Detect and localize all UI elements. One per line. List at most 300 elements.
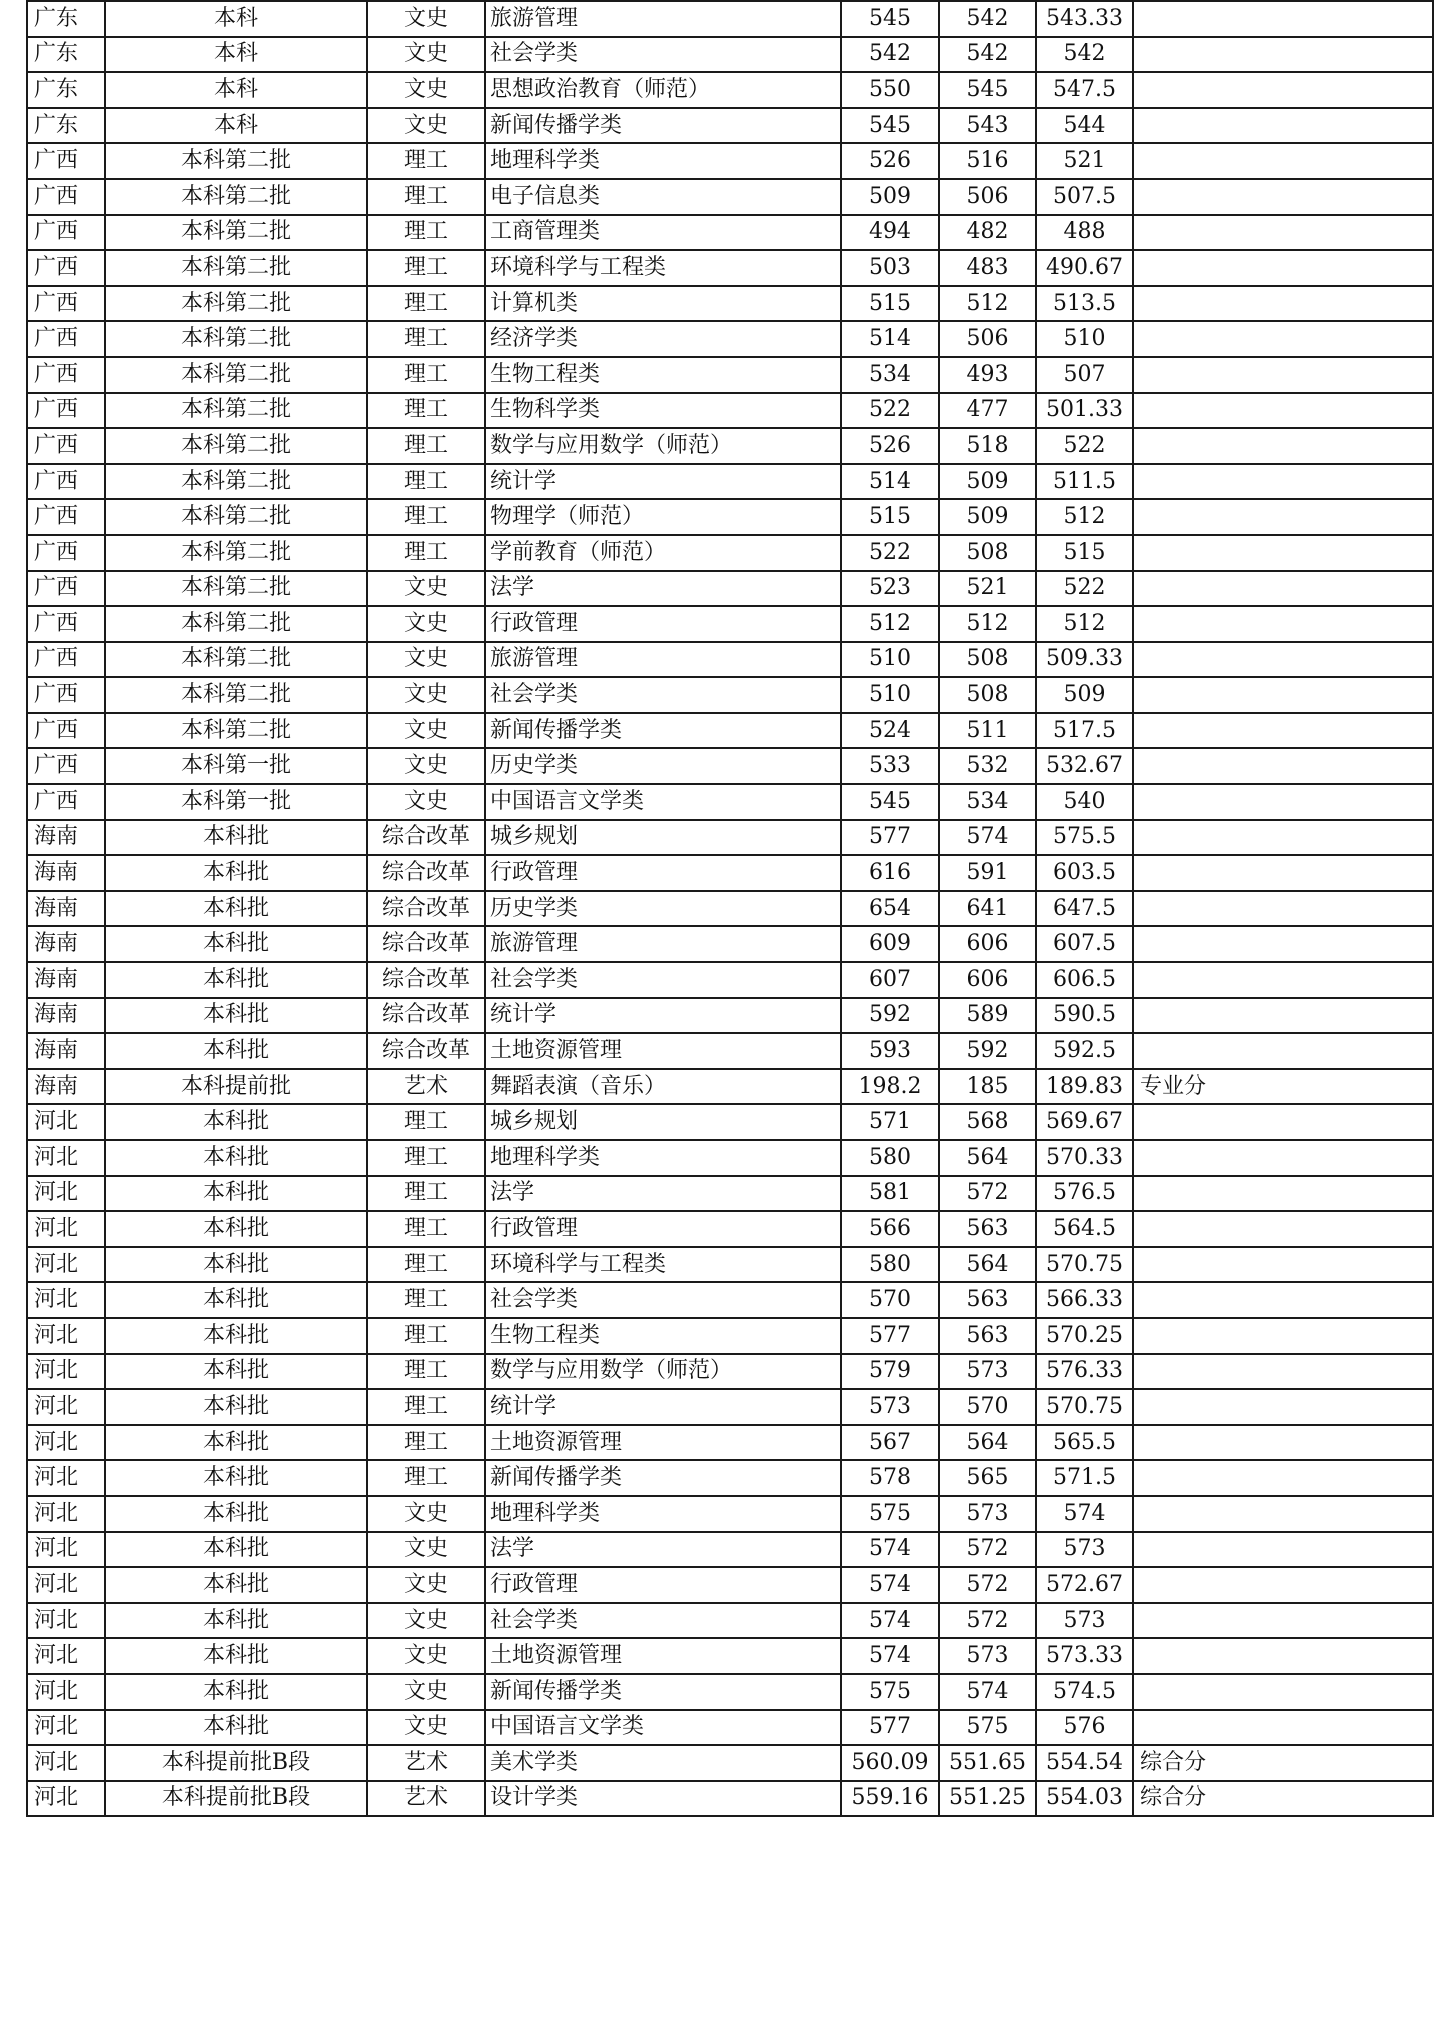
major-cell: 中国语言文学类 [485,1710,841,1746]
max-score-cell: 510 [841,642,939,678]
note-cell [1133,642,1433,678]
major-cell: 行政管理 [485,855,841,891]
batch-cell: 本科批 [105,926,367,962]
avg-score-cell: 522 [1036,571,1133,607]
note-cell [1133,1176,1433,1212]
note-cell [1133,357,1433,393]
batch-cell: 本科 [105,108,367,144]
category-cell: 文史 [367,1710,485,1746]
batch-cell: 本科批 [105,1710,367,1746]
min-score-cell: 575 [939,1710,1036,1746]
batch-cell: 本科第二批 [105,606,367,642]
max-score-cell: 514 [841,464,939,500]
max-score-cell: 573 [841,1389,939,1425]
batch-cell: 本科批 [105,962,367,998]
note-cell [1133,1318,1433,1354]
batch-cell: 本科 [105,72,367,108]
avg-score-cell: 542 [1036,37,1133,73]
avg-score-cell: 512 [1036,499,1133,535]
batch-cell: 本科批 [105,1211,367,1247]
min-score-cell: 516 [939,143,1036,179]
batch-cell: 本科第二批 [105,464,367,500]
table-row [27,1425,1433,1461]
batch-cell: 本科第二批 [105,143,367,179]
min-score-cell: 641 [939,891,1036,927]
avg-score-cell: 543.33 [1036,1,1133,37]
major-cell: 行政管理 [485,606,841,642]
min-score-cell: 573 [939,1354,1036,1390]
province-cell: 河北 [27,1176,105,1212]
category-cell: 理工 [367,1140,485,1176]
table-row [27,464,1433,500]
max-score-cell: 566 [841,1211,939,1247]
category-cell: 综合改革 [367,998,485,1034]
max-score-cell: 575 [841,1674,939,1710]
batch-cell: 本科批 [105,1318,367,1354]
category-cell: 理工 [367,1282,485,1318]
major-cell: 计算机类 [485,286,841,322]
table-row [27,642,1433,678]
category-cell: 综合改革 [367,926,485,962]
note-cell [1133,1247,1433,1283]
category-cell: 理工 [367,357,485,393]
major-cell: 土地资源管理 [485,1638,841,1674]
min-score-cell: 551.25 [939,1781,1036,1817]
min-score-cell: 568 [939,1104,1036,1140]
min-score-cell: 534 [939,784,1036,820]
note-cell [1133,1104,1433,1140]
min-score-cell: 493 [939,357,1036,393]
min-score-cell: 551.65 [939,1745,1036,1781]
major-cell: 环境科学与工程类 [485,1247,841,1283]
note-cell [1133,428,1433,464]
batch-cell: 本科第二批 [105,215,367,251]
avg-score-cell: 573 [1036,1603,1133,1639]
note-cell [1133,962,1433,998]
batch-cell: 本科批 [105,1176,367,1212]
avg-score-cell: 509.33 [1036,642,1133,678]
province-cell: 河北 [27,1140,105,1176]
table-row [27,1211,1433,1247]
major-cell: 城乡规划 [485,820,841,856]
note-cell [1133,571,1433,607]
batch-cell: 本科批 [105,820,367,856]
province-cell: 广西 [27,748,105,784]
major-cell: 统计学 [485,464,841,500]
avg-score-cell: 647.5 [1036,891,1133,927]
note-cell [1133,1460,1433,1496]
province-cell: 广东 [27,37,105,73]
category-cell: 理工 [367,1318,485,1354]
major-cell: 思想政治教育（师范） [485,72,841,108]
min-score-cell: 506 [939,179,1036,215]
batch-cell: 本科第二批 [105,499,367,535]
table-row [27,1,1433,37]
note-cell [1133,1425,1433,1461]
note-cell [1133,1033,1433,1069]
max-score-cell: 545 [841,1,939,37]
table-row [27,820,1433,856]
batch-cell: 本科批 [105,855,367,891]
batch-cell: 本科批 [105,1389,367,1425]
table-row [27,677,1433,713]
avg-score-cell: 501.33 [1036,393,1133,429]
max-score-cell: 550 [841,72,939,108]
note-cell [1133,926,1433,962]
note-cell [1133,1710,1433,1746]
note-cell [1133,1,1433,37]
major-cell: 社会学类 [485,37,841,73]
province-cell: 广东 [27,72,105,108]
note-cell [1133,784,1433,820]
note-cell [1133,286,1433,322]
batch-cell: 本科批 [105,1033,367,1069]
table-row [27,1781,1433,1817]
table-row [27,250,1433,286]
province-cell: 河北 [27,1781,105,1817]
major-cell: 旅游管理 [485,926,841,962]
min-score-cell: 572 [939,1567,1036,1603]
province-cell: 海南 [27,998,105,1034]
province-cell: 河北 [27,1638,105,1674]
admission-scores-table [26,0,1434,1817]
province-cell: 广西 [27,713,105,749]
province-cell: 河北 [27,1104,105,1140]
batch-cell: 本科第二批 [105,642,367,678]
province-cell: 广西 [27,571,105,607]
min-score-cell: 532 [939,748,1036,784]
batch-cell: 本科批 [105,1496,367,1532]
min-score-cell: 482 [939,215,1036,251]
avg-score-cell: 566.33 [1036,1282,1133,1318]
province-cell: 广东 [27,108,105,144]
table-row [27,1176,1433,1212]
min-score-cell: 570 [939,1389,1036,1425]
max-score-cell: 198.2 [841,1069,939,1105]
max-score-cell: 515 [841,286,939,322]
max-score-cell: 577 [841,820,939,856]
min-score-cell: 506 [939,321,1036,357]
table-row [27,1140,1433,1176]
note-cell [1133,1282,1433,1318]
max-score-cell: 510 [841,677,939,713]
max-score-cell: 581 [841,1176,939,1212]
note-cell [1133,1496,1433,1532]
note-cell [1133,1567,1433,1603]
max-score-cell: 524 [841,713,939,749]
min-score-cell: 591 [939,855,1036,891]
avg-score-cell: 573.33 [1036,1638,1133,1674]
max-score-cell: 526 [841,428,939,464]
table-row [27,1033,1433,1069]
province-cell: 河北 [27,1710,105,1746]
batch-cell: 本科提前批B段 [105,1781,367,1817]
category-cell: 文史 [367,1567,485,1603]
note-cell [1133,998,1433,1034]
max-score-cell: 616 [841,855,939,891]
batch-cell: 本科批 [105,1354,367,1390]
avg-score-cell: 573 [1036,1532,1133,1568]
major-cell: 旅游管理 [485,1,841,37]
category-cell: 理工 [367,499,485,535]
province-cell: 河北 [27,1389,105,1425]
province-cell: 河北 [27,1567,105,1603]
table-body [27,1,1433,1816]
major-cell: 物理学（师范） [485,499,841,535]
avg-score-cell: 490.67 [1036,250,1133,286]
avg-score-cell: 512 [1036,606,1133,642]
avg-score-cell: 554.03 [1036,1781,1133,1817]
table-row [27,1069,1433,1105]
avg-score-cell: 576.33 [1036,1354,1133,1390]
note-cell [1133,464,1433,500]
avg-score-cell: 517.5 [1036,713,1133,749]
table-row [27,891,1433,927]
major-cell: 社会学类 [485,962,841,998]
province-cell: 广西 [27,606,105,642]
category-cell: 理工 [367,1104,485,1140]
category-cell: 文史 [367,748,485,784]
table-row [27,357,1433,393]
min-score-cell: 565 [939,1460,1036,1496]
batch-cell: 本科第二批 [105,713,367,749]
major-cell: 新闻传播学类 [485,1674,841,1710]
major-cell: 数学与应用数学（师范） [485,1354,841,1390]
major-cell: 法学 [485,571,841,607]
max-score-cell: 567 [841,1425,939,1461]
province-cell: 广西 [27,357,105,393]
province-cell: 河北 [27,1603,105,1639]
province-cell: 河北 [27,1532,105,1568]
major-cell: 电子信息类 [485,179,841,215]
province-cell: 广西 [27,143,105,179]
avg-score-cell: 606.5 [1036,962,1133,998]
min-score-cell: 572 [939,1603,1036,1639]
min-score-cell: 542 [939,37,1036,73]
avg-score-cell: 592.5 [1036,1033,1133,1069]
category-cell: 文史 [367,1638,485,1674]
table-row [27,499,1433,535]
province-cell: 广西 [27,428,105,464]
province-cell: 广东 [27,1,105,37]
batch-cell: 本科提前批B段 [105,1745,367,1781]
max-score-cell: 580 [841,1247,939,1283]
note-cell [1133,1140,1433,1176]
province-cell: 海南 [27,926,105,962]
batch-cell: 本科批 [105,1603,367,1639]
batch-cell: 本科第二批 [105,677,367,713]
category-cell: 理工 [367,1425,485,1461]
max-score-cell: 654 [841,891,939,927]
avg-score-cell: 565.5 [1036,1425,1133,1461]
table-row [27,571,1433,607]
category-cell: 文史 [367,37,485,73]
max-score-cell: 534 [841,357,939,393]
batch-cell: 本科第二批 [105,535,367,571]
province-cell: 海南 [27,962,105,998]
avg-score-cell: 572.67 [1036,1567,1133,1603]
category-cell: 理工 [367,286,485,322]
max-score-cell: 609 [841,926,939,962]
min-score-cell: 563 [939,1318,1036,1354]
avg-score-cell: 510 [1036,321,1133,357]
batch-cell: 本科批 [105,998,367,1034]
avg-score-cell: 522 [1036,428,1133,464]
category-cell: 理工 [367,143,485,179]
batch-cell: 本科提前批 [105,1069,367,1105]
province-cell: 河北 [27,1425,105,1461]
category-cell: 理工 [367,179,485,215]
table-row [27,1567,1433,1603]
avg-score-cell: 513.5 [1036,286,1133,322]
avg-score-cell: 515 [1036,535,1133,571]
avg-score-cell: 540 [1036,784,1133,820]
min-score-cell: 564 [939,1425,1036,1461]
avg-score-cell: 547.5 [1036,72,1133,108]
major-cell: 城乡规划 [485,1104,841,1140]
major-cell: 舞蹈表演（音乐） [485,1069,841,1105]
max-score-cell: 574 [841,1567,939,1603]
table-row [27,1104,1433,1140]
avg-score-cell: 574.5 [1036,1674,1133,1710]
batch-cell: 本科第二批 [105,179,367,215]
max-score-cell: 545 [841,108,939,144]
max-score-cell: 574 [841,1638,939,1674]
major-cell: 统计学 [485,998,841,1034]
category-cell: 文史 [367,677,485,713]
batch-cell: 本科批 [105,1567,367,1603]
batch-cell: 本科第二批 [105,286,367,322]
category-cell: 综合改革 [367,1033,485,1069]
min-score-cell: 508 [939,642,1036,678]
max-score-cell: 560.09 [841,1745,939,1781]
major-cell: 历史学类 [485,891,841,927]
note-cell [1133,393,1433,429]
min-score-cell: 545 [939,72,1036,108]
table-row [27,1532,1433,1568]
province-cell: 广西 [27,286,105,322]
avg-score-cell: 571.5 [1036,1460,1133,1496]
province-cell: 海南 [27,891,105,927]
min-score-cell: 574 [939,820,1036,856]
table-row [27,1496,1433,1532]
min-score-cell: 563 [939,1282,1036,1318]
major-cell: 社会学类 [485,1603,841,1639]
note-cell [1133,37,1433,73]
province-cell: 海南 [27,820,105,856]
category-cell: 理工 [367,1176,485,1212]
note-cell [1133,108,1433,144]
category-cell: 艺术 [367,1745,485,1781]
avg-score-cell: 511.5 [1036,464,1133,500]
table-row [27,215,1433,251]
major-cell: 工商管理类 [485,215,841,251]
major-cell: 土地资源管理 [485,1033,841,1069]
major-cell: 地理科学类 [485,1140,841,1176]
max-score-cell: 574 [841,1603,939,1639]
note-cell [1133,855,1433,891]
min-score-cell: 508 [939,677,1036,713]
note-cell [1133,606,1433,642]
max-score-cell: 577 [841,1318,939,1354]
min-score-cell: 509 [939,464,1036,500]
note-cell [1133,748,1433,784]
category-cell: 理工 [367,1460,485,1496]
avg-score-cell: 564.5 [1036,1211,1133,1247]
avg-score-cell: 507 [1036,357,1133,393]
province-cell: 河北 [27,1354,105,1390]
province-cell: 河北 [27,1674,105,1710]
max-score-cell: 570 [841,1282,939,1318]
avg-score-cell: 570.75 [1036,1247,1133,1283]
note-cell [1133,1389,1433,1425]
category-cell: 文史 [367,1532,485,1568]
province-cell: 海南 [27,1033,105,1069]
category-cell: 理工 [367,1211,485,1247]
max-score-cell: 526 [841,143,939,179]
note-cell [1133,499,1433,535]
min-score-cell: 606 [939,962,1036,998]
max-score-cell: 559.16 [841,1781,939,1817]
category-cell: 理工 [367,393,485,429]
table-row [27,1318,1433,1354]
table-row [27,926,1433,962]
province-cell: 广西 [27,393,105,429]
table-row [27,998,1433,1034]
batch-cell: 本科批 [105,1638,367,1674]
min-score-cell: 573 [939,1638,1036,1674]
min-score-cell: 512 [939,286,1036,322]
max-score-cell: 522 [841,535,939,571]
major-cell: 中国语言文学类 [485,784,841,820]
major-cell: 行政管理 [485,1211,841,1247]
category-cell: 文史 [367,108,485,144]
batch-cell: 本科批 [105,1282,367,1318]
batch-cell: 本科第二批 [105,393,367,429]
avg-score-cell: 575.5 [1036,820,1133,856]
avg-score-cell: 590.5 [1036,998,1133,1034]
batch-cell: 本科批 [105,1674,367,1710]
major-cell: 生物科学类 [485,393,841,429]
max-score-cell: 575 [841,1496,939,1532]
batch-cell: 本科第二批 [105,428,367,464]
min-score-cell: 574 [939,1674,1036,1710]
batch-cell: 本科第二批 [105,571,367,607]
category-cell: 文史 [367,606,485,642]
table-row [27,428,1433,464]
province-cell: 河北 [27,1211,105,1247]
batch-cell: 本科第一批 [105,748,367,784]
min-score-cell: 564 [939,1247,1036,1283]
province-cell: 河北 [27,1745,105,1781]
category-cell: 文史 [367,642,485,678]
major-cell: 社会学类 [485,677,841,713]
category-cell: 文史 [367,571,485,607]
max-score-cell: 545 [841,784,939,820]
min-score-cell: 477 [939,393,1036,429]
major-cell: 法学 [485,1176,841,1212]
table-row [27,37,1433,73]
province-cell: 海南 [27,855,105,891]
major-cell: 法学 [485,1532,841,1568]
category-cell: 理工 [367,428,485,464]
note-cell: 综合分 [1133,1745,1433,1781]
category-cell: 综合改革 [367,855,485,891]
table-row [27,1603,1433,1639]
major-cell: 美术学类 [485,1745,841,1781]
province-cell: 广西 [27,642,105,678]
avg-score-cell: 603.5 [1036,855,1133,891]
